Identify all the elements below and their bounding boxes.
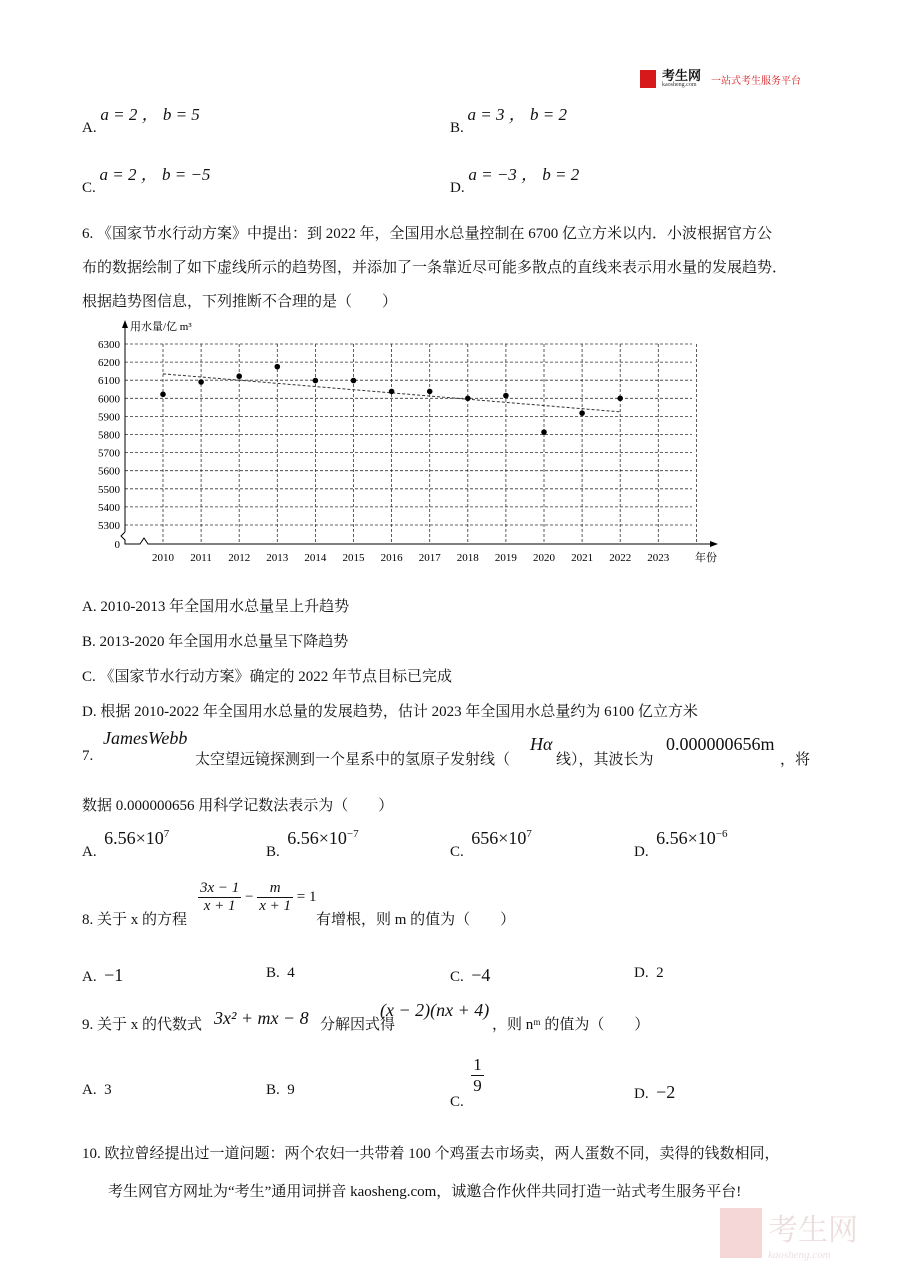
option-label: C.	[450, 969, 464, 985]
y-tick-label: 5800	[98, 429, 120, 442]
q7-text-2: 线），其波长为	[556, 752, 654, 768]
minus-sign: −	[245, 888, 254, 905]
x-axis-arrow	[710, 541, 718, 547]
x-tick-label: 2020	[533, 552, 555, 564]
x-tick-label: 2015	[342, 552, 365, 564]
y-tick-label: 5300	[98, 520, 120, 532]
option-value: −2	[656, 1082, 676, 1102]
option-value	[104, 828, 169, 848]
x-tick-label: 2012	[228, 552, 251, 564]
option-exponent: 7	[163, 828, 170, 840]
y-axis-label: 用水量/亿 m³	[130, 321, 192, 333]
option-value: 4	[287, 965, 295, 981]
q7-text-3: ，将	[780, 752, 811, 768]
q9-option-b	[266, 1082, 295, 1099]
q6-line-2: 布的数据绘制了如下虚线所示的趋势图，并添加了一条靠近尽可能多散点的直线来表示用水量的发展趋势．	[82, 260, 788, 276]
x-tick-label: 2016	[380, 552, 403, 564]
y-tick-label: 5900	[98, 411, 120, 424]
q6-option-a: A. 2010-2013 年全国用水总量呈上升趋势	[82, 599, 350, 615]
q6-line-1: 6. 《国家节水行动方案》中提出：到 2022 年，全国用水总量控制在 6700 亿立方米以内．小波根据官方公	[82, 226, 773, 242]
q8-equation	[198, 880, 317, 915]
y-tick-label: 6300	[98, 339, 120, 351]
data-point	[389, 389, 395, 395]
option-label: B.	[266, 965, 280, 981]
option-label: D.	[450, 180, 465, 196]
option-label: B.	[450, 120, 464, 136]
x-axis-label: 年份	[695, 552, 717, 564]
q8-option-c	[450, 965, 490, 986]
option-value: 2	[656, 965, 664, 981]
option-label: D.	[634, 965, 649, 981]
logo-name: 考生网	[662, 68, 702, 83]
option-value: 9	[287, 1082, 295, 1098]
data-point	[313, 378, 319, 384]
y-tick-label: 5700	[98, 447, 120, 460]
q9-factorization: (x − 2)(nx + 4)	[380, 1000, 490, 1020]
fraction	[257, 880, 293, 915]
option-expr: a = −3 ， b = 2	[468, 165, 580, 184]
watermark-logo-icon	[720, 1208, 762, 1258]
y-axis-arrow	[122, 320, 128, 328]
x-axis	[121, 532, 712, 544]
denominator: x + 1	[259, 898, 292, 914]
x-tick-label: 2019	[494, 552, 517, 564]
numerator: 1	[473, 1055, 482, 1074]
option-value: −4	[471, 965, 491, 985]
q9-option-a	[82, 1082, 112, 1099]
y-tick-label: 6000	[98, 393, 120, 406]
q8-option-b	[266, 965, 295, 982]
q9-polynomial: 3x² + mx − 8	[214, 1008, 309, 1028]
q9-suffix: ，则 nᵐ 的值为（ ）	[492, 1017, 650, 1033]
data-point	[351, 378, 357, 384]
y-tick-label: 6100	[98, 375, 120, 388]
option-label: A.	[82, 1082, 97, 1098]
q6-option-d: D. 根据 2010-2022 年全国用水总量的发展趋势，估计 2023 年全国用水总量约为 6100 亿立方米	[82, 704, 698, 720]
data-point	[160, 392, 166, 398]
q7-value: 0.000000656m	[666, 734, 775, 754]
option-label: C.	[450, 1093, 464, 1110]
option-value	[656, 828, 727, 848]
q7-name: JamesWebb	[103, 728, 188, 748]
q6-option-c: C. 《国家节水行动方案》确定的 2022 年节点目标已完成	[82, 669, 453, 685]
option-label: A.	[82, 844, 97, 860]
option-base: 6.56×10	[656, 828, 716, 848]
denominator: x + 1	[203, 898, 236, 914]
option-exponent: −6	[715, 828, 728, 840]
logo-url: kaosheng.com	[662, 82, 697, 88]
x-tick-label: 2010	[152, 552, 174, 564]
y-tick-label: 5500	[98, 483, 120, 496]
data-point	[236, 373, 242, 379]
x-tick-label: 2021	[571, 552, 594, 564]
option-label: C.	[82, 180, 96, 196]
data-point	[503, 393, 509, 399]
y-tick-label: 5600	[98, 465, 120, 478]
option-label: A.	[82, 120, 97, 136]
q9-prefix: 9. 关于 x 的代数式	[82, 1017, 203, 1033]
q7-number: 7.	[82, 748, 94, 764]
x-tick-label: 2018	[456, 552, 479, 564]
y-tick-label: 6200	[98, 357, 120, 370]
q6-option-b: B. 2013-2020 年全国用水总量呈下降趋势	[82, 634, 349, 650]
option-exponent: −7	[346, 828, 359, 840]
fraction	[198, 880, 241, 915]
q8-option-d	[634, 965, 664, 982]
q8-option-a	[82, 965, 123, 986]
denominator: 9	[473, 1076, 482, 1095]
option-label: B.	[266, 844, 280, 860]
q7-line-2: 数据 0.000000656 用科学记数法表示为（ ）	[82, 798, 394, 814]
option-exponent: 7	[526, 828, 532, 840]
data-point	[541, 429, 547, 435]
y-tick-label: 5400	[98, 501, 120, 514]
numerator: m	[257, 880, 293, 898]
water-usage-chart	[0, 0, 900, 580]
fraction	[471, 1055, 484, 1096]
watermark-name: 考生网	[768, 1213, 858, 1248]
option-label: D.	[634, 844, 649, 860]
q7-text-1: 太空望远镜探测到一个星系中的氢原子发射线（	[195, 752, 511, 768]
option-value: −1	[104, 965, 124, 985]
option-base: 656×10	[471, 828, 527, 848]
data-point	[427, 389, 433, 395]
q8-prefix: 8. 关于 x 的方程	[82, 912, 188, 928]
q9-mid: 分解因式得	[320, 1017, 396, 1033]
data-point	[617, 396, 623, 402]
logo-slogan: 一站式考生服务平台	[711, 75, 802, 87]
q6-line-3: 根据趋势图信息，下列推断不合理的是（ ）	[82, 294, 398, 310]
data-point	[198, 379, 204, 385]
x-tick-label: 2023	[647, 552, 670, 564]
x-tick-label: 2022	[609, 552, 632, 564]
q9-option-c	[450, 1055, 484, 1110]
y-tick-label: 0	[114, 539, 120, 551]
q8-suffix: 有增根，则 m 的值为（ ）	[316, 912, 516, 928]
q10-text: 10. 欧拉曾经提出过一道问题：两个农妇一共带着 100 个鸡蛋去市场卖，两人蛋数不同，卖得的钱数相同，	[82, 1146, 780, 1162]
data-point	[579, 410, 585, 416]
option-expr: a = 2 ， b = 5	[100, 105, 200, 124]
footer-text: 考生网官方网址为“考生”通用词拼音 kaosheng.com，诚邀合作伙伴共同打造一站式考生服务平台!	[108, 1184, 742, 1200]
option-value	[287, 828, 358, 848]
option-value: 3	[104, 1082, 112, 1098]
data-point	[465, 396, 471, 402]
q7-ha: Hα	[530, 734, 553, 754]
option-value	[471, 828, 532, 848]
x-tick-label: 2014	[304, 552, 327, 564]
watermark-url: kaosheng.com	[768, 1249, 831, 1261]
data-point	[275, 364, 281, 370]
option-expr: a = 2 ， b = −5	[99, 165, 211, 184]
numerator: 3x − 1	[200, 880, 240, 896]
option-label: D.	[634, 1086, 649, 1102]
x-tick-label: 2017	[418, 552, 441, 564]
option-label: C.	[450, 844, 464, 860]
option-base: 6.56×10	[104, 828, 164, 848]
watermark	[720, 1205, 858, 1261]
equals: = 1	[296, 888, 317, 905]
option-label: B.	[266, 1082, 280, 1098]
option-expr: a = 3 ， b = 2	[467, 105, 567, 124]
option-base: 6.56×10	[287, 828, 347, 848]
q9-option-d	[634, 1082, 675, 1103]
x-tick-label: 2011	[190, 552, 212, 564]
option-label: A.	[82, 969, 97, 985]
x-tick-label: 2013	[266, 552, 289, 564]
